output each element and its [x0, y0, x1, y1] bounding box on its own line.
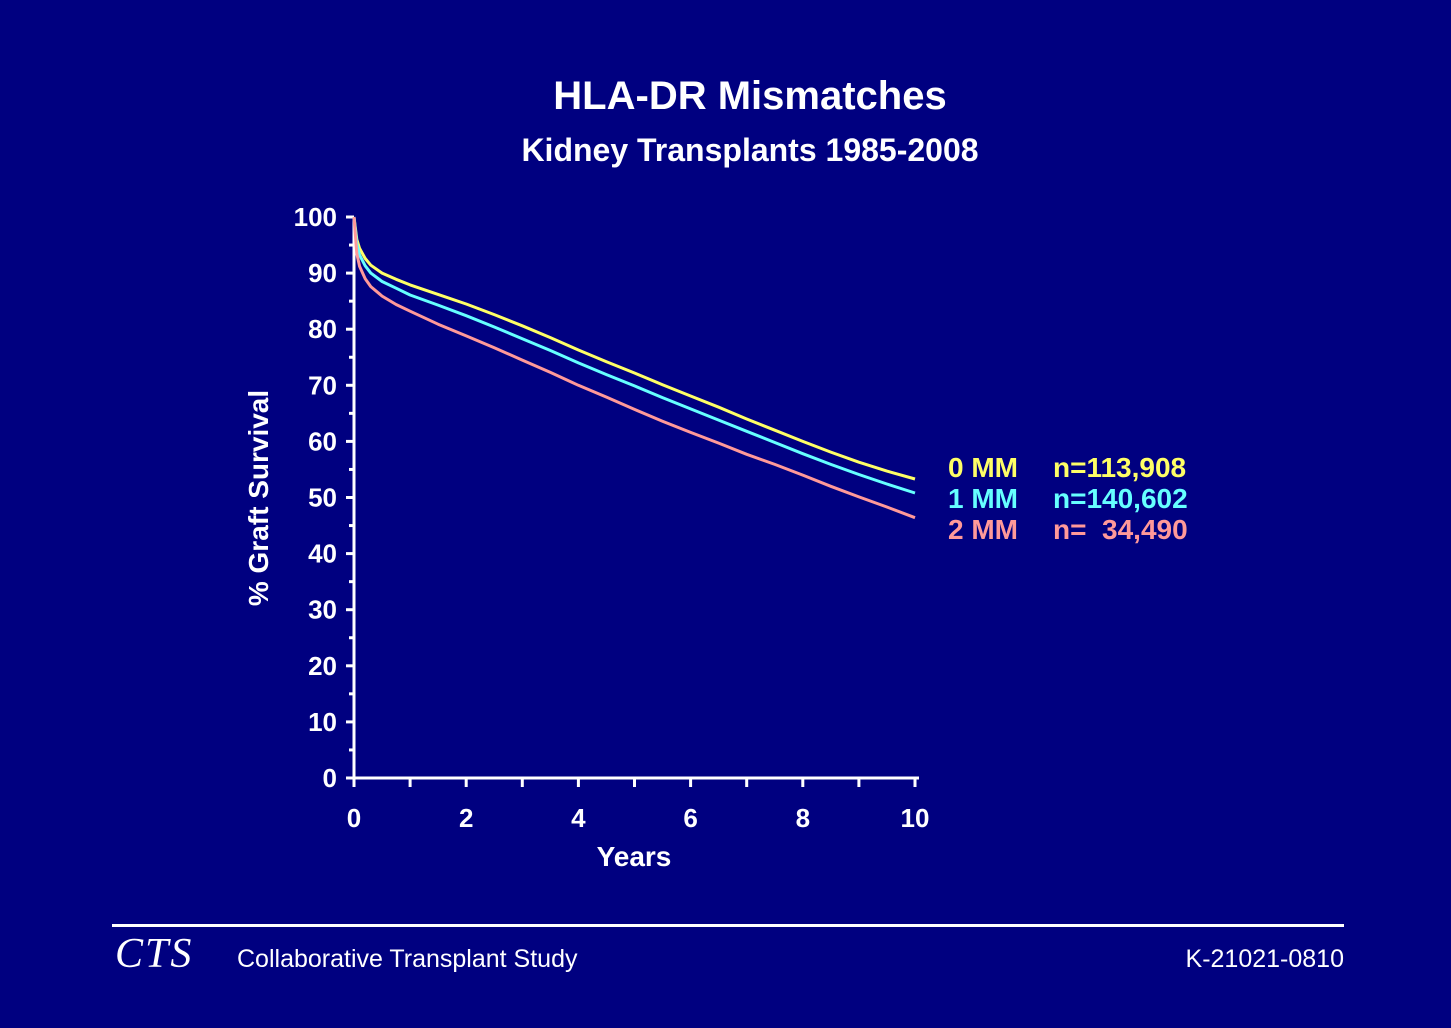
y-tick-label: 60 [308, 426, 337, 457]
y-tick-label: 10 [308, 706, 337, 737]
footer-divider [112, 924, 1344, 927]
chart-title: HLA-DR Mismatches [553, 74, 947, 118]
x-tick-label: 0 [346, 803, 362, 833]
y-tick-label: 40 [308, 538, 337, 569]
y-tick-label: 100 [293, 202, 337, 232]
legend-count: n=140,602 [1053, 483, 1188, 514]
x-tick-label: 10 [900, 803, 930, 833]
y-tick-label: 30 [308, 594, 337, 625]
organization-name: Collaborative Transplant Study [237, 945, 578, 973]
y-tick-label: 0 [322, 763, 337, 793]
legend-count: n=113,908 [1053, 452, 1187, 483]
series-line-0mm [354, 217, 915, 479]
x-axis-label: Years [596, 841, 672, 872]
legend-count: n= 34,490 [1053, 514, 1188, 545]
y-axis-label: % Graft Survival [243, 389, 274, 607]
slide-id: K-21021-0810 [1185, 945, 1344, 973]
x-tick-label: 6 [683, 803, 698, 833]
chart-series [354, 217, 915, 518]
y-tick-label: 70 [308, 370, 337, 401]
chart-subtitle: Kidney Transplants 1985-2008 [521, 132, 979, 168]
y-tick-label: 80 [308, 314, 337, 345]
x-tick-label: 4 [571, 803, 586, 833]
y-tick-label: 90 [308, 258, 337, 289]
legend-label: 1 MM [948, 483, 1018, 514]
y-tick-label: 50 [308, 482, 337, 513]
x-tick-label: 8 [795, 803, 811, 833]
x-tick-label: 2 [458, 803, 474, 833]
cts-logo: CTS [115, 931, 194, 977]
y-tick-label: 20 [308, 650, 337, 681]
chart-legend [948, 452, 1188, 545]
series-line-2mm [354, 217, 915, 518]
chart-axes [294, 202, 930, 833]
legend-label: 2 MM [948, 514, 1018, 545]
legend-label: 0 MM [948, 452, 1018, 483]
